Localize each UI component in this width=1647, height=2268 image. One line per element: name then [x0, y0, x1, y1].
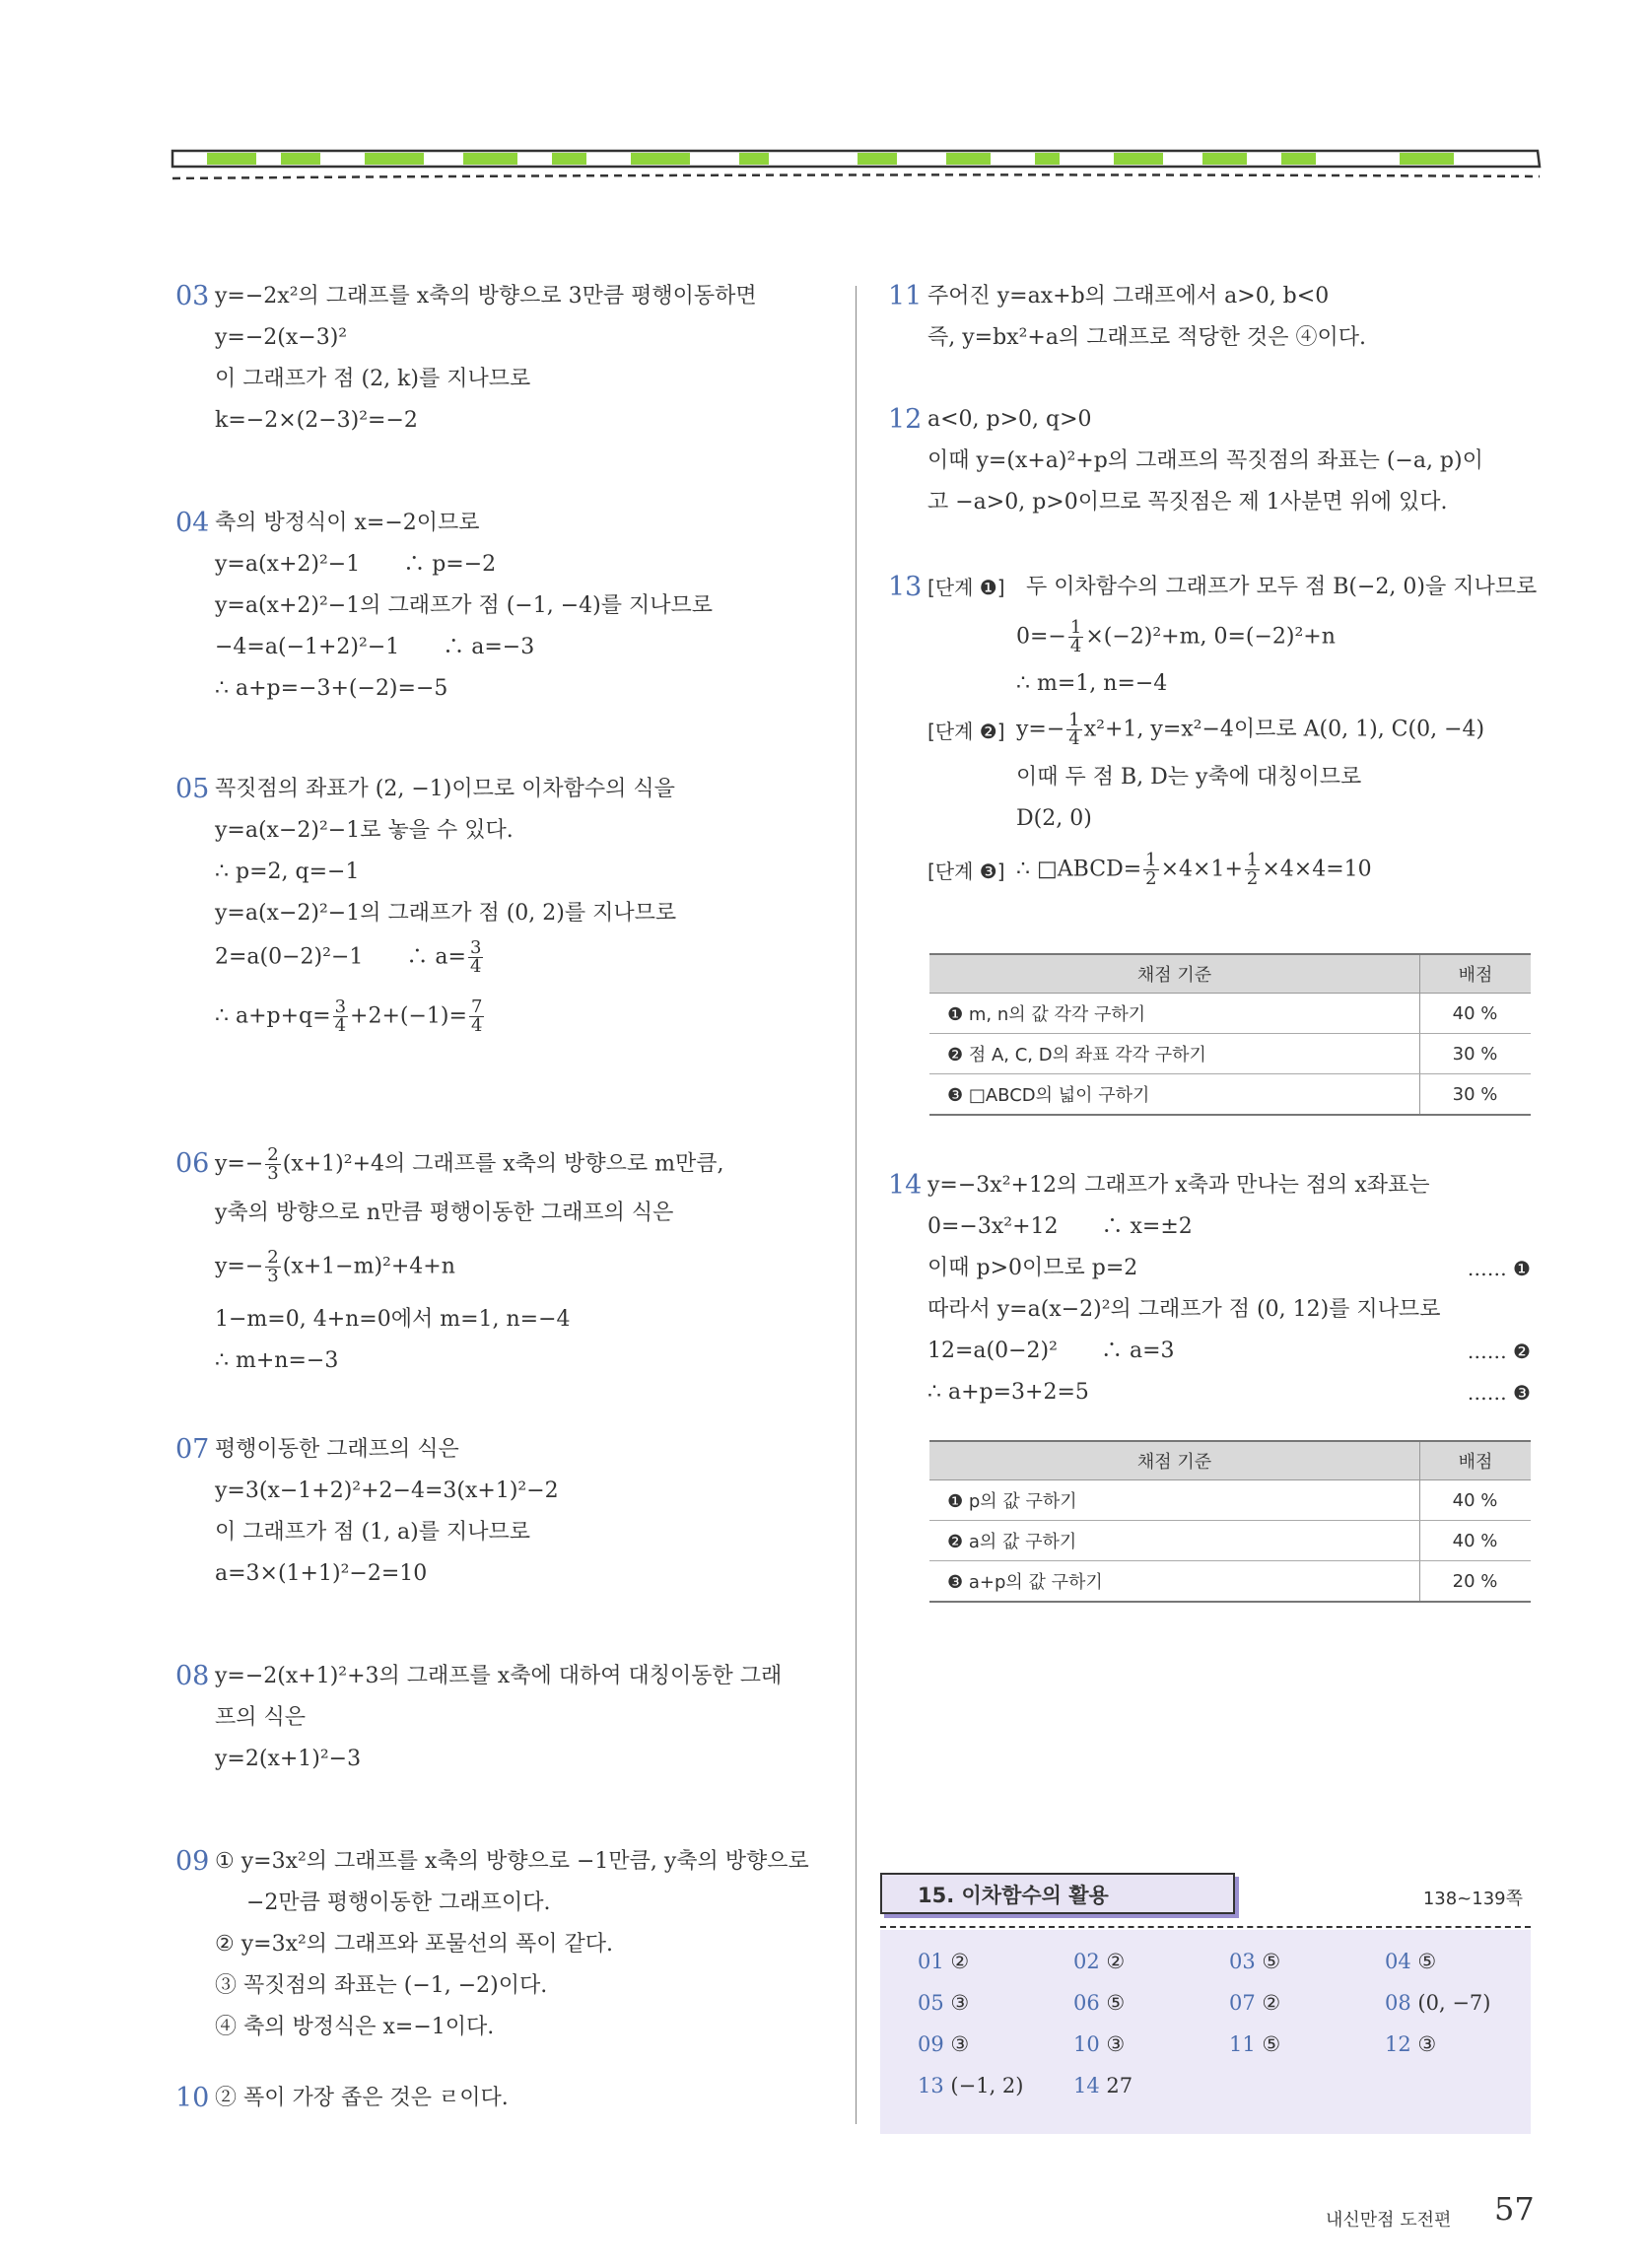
answer-number: 07: [1229, 1991, 1256, 2015]
problem-number: 04: [175, 508, 210, 538]
answer-value: ⑤: [1417, 1950, 1437, 1973]
points-cell: 40 %: [1420, 994, 1532, 1034]
points-cell: 20 %: [1420, 1561, 1532, 1603]
table-row: [929, 1521, 1531, 1561]
table-row: [929, 1074, 1531, 1116]
step-marker: …… ❷: [1467, 1340, 1531, 1363]
answer-value: ⑤: [1262, 2032, 1281, 2056]
solution-line: y=3(x−1+2)²+2−4=3(x+1)²−2: [215, 1478, 559, 1503]
column-divider: [856, 286, 857, 2124]
denominator: 4: [334, 1015, 347, 1036]
solution-line: ∴ m=1, n=−4: [1016, 671, 1168, 696]
answer-number: 05: [918, 1991, 944, 2015]
answer-key-box: [880, 1873, 1531, 2134]
table-row: [929, 1561, 1531, 1603]
answer-value: ③: [1417, 2032, 1437, 2056]
numerator: 1: [1068, 710, 1080, 730]
answer-number: 02: [1073, 1950, 1100, 1973]
answer-item: [1229, 2032, 1280, 2056]
solution-line: 축의 방정식이 x=−2이므로: [215, 511, 480, 535]
fraction: [265, 1146, 280, 1183]
answer-value: ③: [950, 1991, 970, 2015]
scoring-table-14: [929, 1440, 1531, 1603]
solution-line: y=a(x−2)²−1의 그래프가 점 (0, 2)를 지나므로: [215, 901, 677, 926]
problem-number: 14: [888, 1170, 923, 1201]
answer-item: [1073, 2074, 1132, 2097]
solution-line: a<0, p>0, q>0: [927, 407, 1092, 432]
answer-item: [1229, 1950, 1280, 1973]
solution-line: [215, 1146, 724, 1183]
problem-number: 03: [175, 281, 210, 311]
solution-line: ∴ a+p=3+2=5: [927, 1380, 1089, 1405]
step-marker: …… ❸: [1467, 1381, 1531, 1405]
problem-number: 05: [175, 774, 210, 804]
answer-number: 08: [1385, 1991, 1411, 2015]
solution-line: −4=a(−1+2)²−1 ∴ a=−3: [215, 635, 535, 659]
denominator: 3: [267, 1163, 279, 1184]
text: y=−: [215, 1151, 264, 1177]
answer-number: 11: [1229, 2032, 1256, 2056]
table-row: [929, 1480, 1531, 1521]
answer-item: [918, 1991, 969, 2015]
answer-number: 14: [1073, 2074, 1100, 2097]
solution-line: 이때 p>0이므로 p=2: [927, 1256, 1138, 1280]
answer-value: ②: [1106, 1950, 1126, 1973]
problem-number: 09: [175, 1846, 210, 1877]
solution-line: 이 그래프가 점 (1, a)를 지나므로: [215, 1520, 531, 1545]
step-label: [단계 ❸]: [927, 859, 1005, 883]
answer-value: 27: [1106, 2074, 1133, 2097]
scoring-table-13: [929, 953, 1531, 1116]
text: ×4×1+: [1160, 857, 1243, 882]
table-row: [929, 994, 1531, 1034]
solution-line: y=−2(x+1)²+3의 그래프를 x축에 대하여 대칭이동한 그래: [215, 1664, 783, 1688]
solution-line: [1016, 712, 1484, 748]
step-marker: …… ❶: [1467, 1257, 1531, 1280]
solution-line: 고 −a>0, p>0이므로 꼭짓점은 제 1사분면 위에 있다.: [927, 490, 1448, 515]
answer-number: 09: [918, 2032, 944, 2056]
solution-line: [215, 998, 486, 1035]
problem-number: 12: [888, 404, 923, 435]
answer-number: 03: [1229, 1950, 1256, 1973]
solution-line: 평행이동한 그래프의 식은: [215, 1437, 459, 1462]
answer-number: 01: [918, 1950, 944, 1973]
denominator: 4: [1068, 728, 1080, 749]
solution-line: y=−2(x−3)²: [215, 325, 348, 350]
answer-number: 13: [918, 2074, 944, 2097]
text: y=−: [215, 1254, 264, 1279]
points-cell: 30 %: [1420, 1074, 1532, 1116]
numerator: 3: [334, 997, 347, 1017]
denominator: 2: [1145, 868, 1157, 889]
problem-number: 08: [175, 1661, 210, 1691]
step-label: [단계 ❶]: [927, 576, 1005, 599]
text: ∴ a+p+q=: [215, 1003, 331, 1029]
solution-line: ∴ a+p=−3+(−2)=−5: [215, 676, 448, 701]
answer-value: ②: [1262, 1991, 1281, 2015]
points-cell: 30 %: [1420, 1034, 1532, 1074]
criteria-cell: ❶ p의 값 구하기: [929, 1480, 1420, 1521]
step-label: [단계 ❷]: [927, 720, 1005, 743]
text: (x+1)²+4의 그래프를 x축의 방향으로 m만큼,: [282, 1151, 724, 1177]
problem-number: 07: [175, 1434, 210, 1465]
answer-item: [918, 2032, 969, 2056]
answer-value: ③: [950, 2032, 970, 2056]
answer-number: 04: [1385, 1950, 1411, 1973]
solution-line: 주어진 y=ax+b의 그래프에서 a>0, b<0: [927, 284, 1330, 309]
answer-value: ②: [950, 1950, 970, 1973]
text: (x+1−m)²+4+n: [282, 1254, 455, 1279]
denominator: 4: [469, 956, 482, 977]
solution-line: −2만큼 평행이동한 그래프이다.: [246, 1890, 551, 1915]
fraction: [265, 1249, 280, 1285]
solution-line: y=2(x+1)²−3: [215, 1747, 362, 1771]
fraction: [469, 998, 484, 1035]
criteria-cell: ❷ 점 A, C, D의 좌표 각각 구하기: [929, 1034, 1420, 1074]
solution-line: ② y=3x²의 그래프와 포물선의 폭이 같다.: [215, 1932, 614, 1957]
text: x²+1, y=x²−4이므로 A(0, 1), C(0, −4): [1083, 717, 1485, 742]
problem-number: 11: [888, 281, 923, 311]
table-row: [929, 1034, 1531, 1074]
numerator: 7: [470, 997, 483, 1017]
denominator: 4: [1069, 636, 1082, 656]
numerator: 1: [1145, 850, 1157, 870]
solution-line: 이때 두 점 B, D는 y축에 대칭이므로: [1016, 765, 1362, 790]
solution-line: 꼭짓점의 좌표가 (2, −1)이므로 이차함수의 식을: [215, 777, 675, 801]
header-points: 배점: [1420, 1441, 1532, 1480]
fraction: [1143, 852, 1158, 888]
text: ×(−2)²+m, 0=(−2)²+n: [1085, 624, 1336, 650]
answer-item: [1073, 1991, 1125, 2015]
solution-line: [1016, 852, 1372, 888]
solution-line: 이때 y=(x+a)²+p의 그래프의 꼭짓점의 좌표는 (−a, p)이: [927, 448, 1483, 473]
answer-item: [918, 2074, 1023, 2097]
answer-item: [918, 1950, 969, 1973]
solution-line: a=3×(1+1)²−2=10: [215, 1561, 428, 1586]
numerator: 3: [469, 937, 482, 958]
answer-value: (0, −7): [1417, 1991, 1491, 2015]
criteria-cell: ❸ □ABCD의 넓이 구하기: [929, 1074, 1420, 1116]
answer-value: (−1, 2): [950, 2074, 1024, 2097]
solution-line: y=a(x+2)²−1의 그래프가 점 (−1, −4)를 지나므로: [215, 593, 713, 618]
denominator: 2: [1246, 868, 1259, 889]
solution-line: 이 그래프가 점 (2, k)를 지나므로: [215, 367, 531, 391]
solution-line: ∴ p=2, q=−1: [215, 859, 360, 884]
text: ∴ □ABCD=: [1016, 857, 1142, 882]
problem-number: 06: [175, 1148, 210, 1179]
answer-key-title: 15. 이차함수의 활용: [880, 1873, 1235, 1914]
solution-line: [215, 1249, 455, 1285]
answer-item: [1385, 1950, 1436, 1973]
table-header: [929, 1441, 1531, 1480]
solution-line: y=a(x−2)²−1로 놓을 수 있다.: [215, 818, 514, 843]
answer-key-pages: 138~139쪽: [1422, 1889, 1523, 1909]
fraction: [333, 998, 348, 1035]
answer-grid: [880, 1930, 1531, 2134]
criteria-cell: ❷ a의 값 구하기: [929, 1521, 1420, 1561]
criteria-cell: ❸ a+p의 값 구하기: [929, 1561, 1420, 1603]
page-number: 57: [1494, 2190, 1535, 2228]
solution-line: ④ 축의 방정식은 x=−1이다.: [215, 2015, 495, 2039]
table-header: [929, 954, 1531, 994]
numerator: 2: [267, 1144, 279, 1165]
solution-line: 즉, y=bx²+a의 그래프로 적당한 것은 ④이다.: [927, 325, 1366, 350]
solution-line: ① y=3x²의 그래프를 x축의 방향으로 −1만큼, y축의 방향으로: [215, 1849, 809, 1874]
text: 2=a(0−2)²−1 ∴ a=: [215, 944, 466, 970]
answer-number: 06: [1073, 1991, 1100, 2015]
solution-line: y=−2x²의 그래프를 x축의 방향으로 3만큼 평행이동하면: [215, 284, 757, 309]
fraction: [1068, 619, 1083, 655]
solution-line: 1−m=0, 4+n=0에서 m=1, n=−4: [215, 1307, 571, 1332]
denominator: 4: [470, 1015, 483, 1036]
solution-line: [1016, 619, 1336, 655]
text: y=−: [1016, 717, 1065, 742]
solution-line: 프의 식은: [215, 1705, 307, 1730]
solution-line: ② 폭이 가장 좁은 것은 ㄹ이다.: [215, 2086, 509, 2110]
answer-value: ⑤: [1106, 1991, 1126, 2015]
footer-label: 내신만점 도전편: [1326, 2210, 1452, 2231]
answer-number: 10: [1073, 2032, 1100, 2056]
solution-line: y축의 방향으로 n만큼 평행이동한 그래프의 식은: [215, 1201, 674, 1225]
denominator: 3: [267, 1266, 279, 1286]
answer-item: [1385, 2032, 1436, 2056]
answer-item: [1073, 2032, 1125, 2056]
header-decoration: [168, 143, 1547, 192]
numerator: 1: [1246, 850, 1259, 870]
solution-line: y=a(x+2)²−1 ∴ p=−2: [215, 552, 497, 577]
numerator: 2: [267, 1247, 279, 1268]
header-points: 배점: [1420, 954, 1532, 994]
solution-line: 0=−3x²+12 ∴ x=±2: [927, 1214, 1193, 1239]
header-criteria: 채점 기준: [929, 954, 1420, 994]
solution-line: [215, 939, 485, 976]
solution-line: D(2, 0): [1016, 806, 1092, 831]
fraction: [1066, 712, 1081, 748]
problem-number: 13: [888, 572, 923, 602]
solution-line: 두 이차함수의 그래프가 모두 점 B(−2, 0)을 지나므로: [1026, 575, 1538, 599]
text: 0=−: [1016, 624, 1066, 650]
fraction: [468, 939, 483, 976]
solution-line: k=−2×(2−3)²=−2: [215, 408, 418, 433]
header-criteria: 채점 기준: [929, 1441, 1420, 1480]
solution-line: 따라서 y=a(x−2)²의 그래프가 점 (0, 12)를 지나므로: [927, 1297, 1441, 1322]
solution-line: y=−3x²+12의 그래프가 x축과 만나는 점의 x좌표는: [927, 1173, 1430, 1198]
answer-number: 12: [1385, 2032, 1411, 2056]
answer-value: ⑤: [1262, 1950, 1281, 1973]
numerator: 1: [1069, 617, 1082, 638]
criteria-cell: ❶ m, n의 값 각각 구하기: [929, 994, 1420, 1034]
fraction: [1245, 852, 1260, 888]
text: +2+(−1)=: [350, 1003, 467, 1029]
text: ×4×4=10: [1262, 857, 1372, 882]
problem-number: 10: [175, 2083, 210, 2113]
points-cell: 40 %: [1420, 1480, 1532, 1521]
dashed-divider: [880, 1926, 1531, 1928]
answer-item: [1385, 1991, 1490, 2015]
points-cell: 40 %: [1420, 1521, 1532, 1561]
solution-line: ∴ m+n=−3: [215, 1348, 339, 1373]
answer-item: [1073, 1950, 1125, 1973]
answer-item: [1229, 1991, 1280, 2015]
answer-value: ③: [1106, 2032, 1126, 2056]
solution-line: 12=a(0−2)² ∴ a=3: [927, 1339, 1175, 1363]
solution-line: ③ 꼭짓점의 좌표는 (−1, −2)이다.: [215, 1973, 548, 1998]
